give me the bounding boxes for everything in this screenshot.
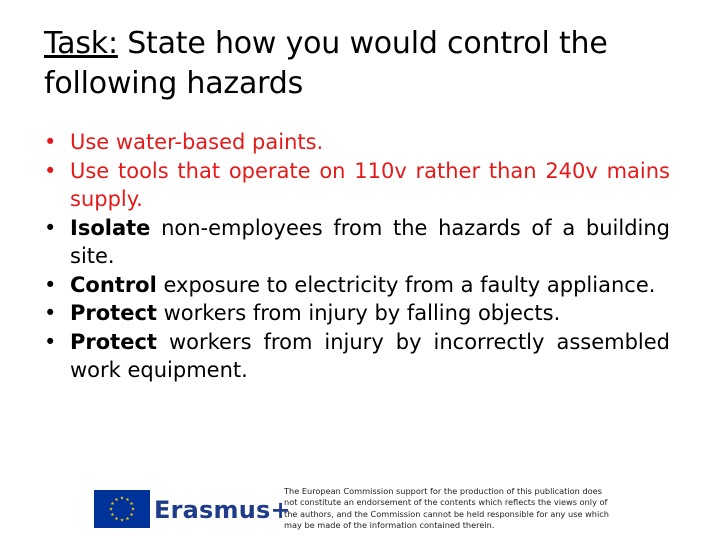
bullet-item-4 xyxy=(44,271,670,300)
disclaimer-line: may be made of the information contained therein. xyxy=(284,520,495,531)
erasmus-logo-text: Erasmus+ xyxy=(154,496,291,524)
bullet-item-6 xyxy=(44,328,670,385)
bullet-item-1 xyxy=(44,128,670,157)
disclaimer-line: not constitute an endorsement of the contents which reflects the views only of xyxy=(284,497,608,508)
bullet-item-5 xyxy=(44,299,670,328)
bullet-keyword: Protect xyxy=(70,329,157,354)
bullet-text: exposure to electricity from a faulty appliance. xyxy=(156,272,656,297)
bullet-dot: • xyxy=(44,329,57,354)
bullet-dot: • xyxy=(44,301,57,325)
title-text: State how you would control the following hazards xyxy=(44,26,608,101)
bullet-dot: • xyxy=(44,130,57,154)
disclaimer-line: The European Commission support for the production of this publication does xyxy=(284,486,602,496)
bullet-dot: • xyxy=(44,272,57,297)
bullet-item-2 xyxy=(44,157,670,214)
hazard-control-list xyxy=(44,128,670,385)
bullet-keyword: Control xyxy=(70,272,157,297)
bullet-text: Use water-based paints. xyxy=(70,130,324,154)
bullet-text: workers from injury by falling objects. xyxy=(156,301,561,325)
disclaimer-text xyxy=(284,486,634,532)
slide-title xyxy=(44,24,694,104)
bullet-item-3 xyxy=(44,214,670,271)
bullet-keyword: Isolate xyxy=(70,215,151,240)
title-lead: Task: xyxy=(44,26,118,61)
bullet-text: workers from injury by incorrectly assembled work equipment. xyxy=(70,329,670,382)
bullet-keyword: Protect xyxy=(70,301,157,325)
eu-flag-background xyxy=(94,490,150,528)
disclaimer-line: the authors, and the Commission cannot be held responsible for any use which xyxy=(284,508,609,519)
bullet-dot: • xyxy=(44,158,57,183)
eu-flag-icon xyxy=(94,490,150,528)
footer-banner xyxy=(88,486,648,538)
bullet-text: Use tools that operate on 110v rather than 240v mains supply. xyxy=(70,158,670,211)
bullet-dot: • xyxy=(44,215,57,240)
bullet-text: non-employees from the hazards of a building site. xyxy=(70,215,670,268)
